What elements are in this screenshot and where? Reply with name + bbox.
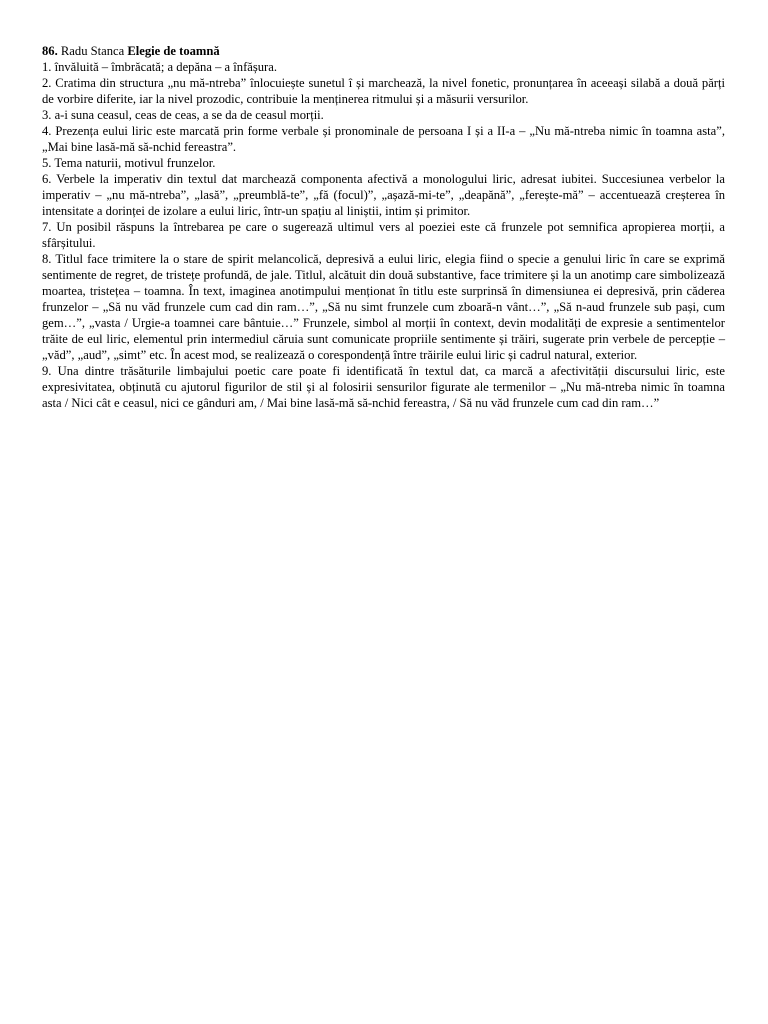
exercise-number: 86. [42, 44, 58, 58]
answer-7: 7. Un posibil răspuns la întrebarea pe care o sugerează ultimul vers al poeziei este că frunzele pot semnifica apropierea morții, a sfârșitului. [42, 220, 725, 250]
answer-5: 5. Tema naturii, motivul frunzelor. [42, 156, 216, 170]
poem-title: Elegie de toamnă [127, 44, 220, 58]
answer-2: 2. Cratima din structura „nu mă-ntreba” înlocuiește sunetul î și marchează, la nivel fonetic, pronunțarea în aceeași silabă a două părți de vorbire diferite, iar la nivel prozodic, contribuie la menținerea ritmului și a măsurii versurilor. [42, 76, 725, 106]
answer-9: 9. Una dintre trăsăturile limbajului poetic care poate fi identificată în textul dat, ca marcă a afectivității discursului liric, este expresivitatea, obținută cu ajutorul figurilor de stil și al folosirii sensurilor figurate ale termenilor – „Nu mă-ntreba nimic în toamna asta / Nici cât e ceasul, nici ce gânduri am, / Mai bine lasă-mă să-nchid fereastra, / Să nu văd frunzele cum cad din ram…” [42, 364, 725, 410]
answer-6: 6. Verbele la imperativ din textul dat marchează componenta afectivă a monologului liric, adresat iubitei. Succesiunea verbelor la imperativ – „nu mă-ntreba”, „lasă”, „preumblă-te”, „fă (focul)”, „așază-mi-te”, „deapănă”, „ferește-mă” – accentuează creșterea în intensitate a dorinței de izolare a eului liric, într-un spațiu al liniștii, intim și primitor. [42, 172, 725, 218]
document-heading [42, 43, 725, 59]
answer-4: 4. Prezența eului liric este marcată prin forme verbale și pronominale de persoana I și a II-a – „Nu mă-ntreba nimic în toamna asta”, „Mai bine lasă-mă să-nchid fereastra”. [42, 124, 725, 154]
answer-8: 8. Titlul face trimitere la o stare de spirit melancolică, depresivă a eului liric, elegia fiind o specie a genului liric în care se exprimă sentimente de regret, de tristețe profundă, de jale. Titlul, alcătuit din două substantive, face trimitere și la un anotimp care simbolizează moartea, tristețea – toamna. În text, imaginea anotimpului menționat în titlu este surprinsă în dimensiunea ei depresivă, prin căderea frunzelor – „Să nu văd frunzele cum cad din ram…”, „Să nu simt frunzele cum zboară-n vânt…”, „Să n-aud frunzele sub pași, cum gem…”, „vasta / Urgie-a toamnei care bântuie…” Frunzele, simbol al morții în context, devin modalități de expresie a sentimentelor trăite de eul liric, elementul prin intermediul căruia sunt comunicate propriile sentimente și trăiri, sugerate prin verbele de percepție – „văd”, „aud”, „simt” etc. În acest mod, se realizează o corespondență între trăirile eului liric și cadrul natural, exterior. [42, 252, 725, 362]
answer-3: 3. a-i suna ceasul, ceas de ceas, a se da de ceasul morții. [42, 108, 324, 122]
document-page [42, 43, 725, 411]
answer-1: 1. învăluită – îmbrăcată; a depăna – a înfășura. [42, 60, 277, 74]
author-name: Radu Stanca [60, 44, 125, 58]
